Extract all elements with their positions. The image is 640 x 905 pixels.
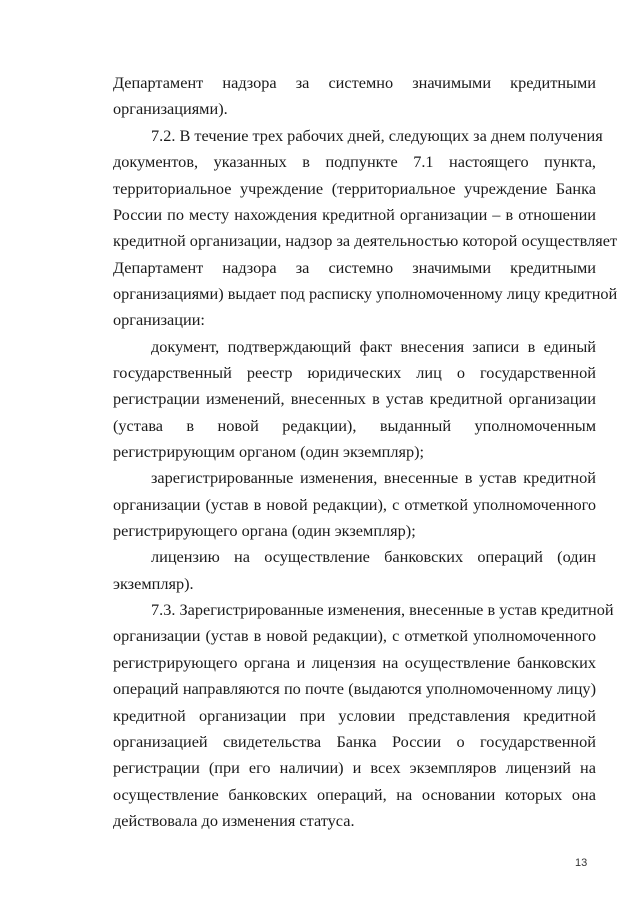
text-line: регистрирующим органом (один экземпляр); (113, 442, 425, 461)
text-line: организации (устав в новой редакции), с отметкой уполномоченного (113, 495, 596, 514)
text-line: документ, подтверждающий факт внесения записи в единый (151, 337, 596, 356)
text-line: зарегистрированные изменения, внесенные в устав кредитной (151, 468, 596, 487)
text-line: государственный реестр юридических лиц о государственной (113, 363, 596, 382)
text-line: кредитной организации при условии представления кредитной (113, 706, 596, 725)
text-line: действовала до изменения статуса. (113, 811, 355, 830)
text-line: организации: (113, 310, 205, 329)
text-line: организации (устав в новой редакции), с отметкой уполномоченного (113, 626, 596, 645)
text-line: регистрации изменений, внесенных в устав кредитной организации (113, 389, 596, 408)
text-line: операций направляются по почте (выдаются уполномоченному лицу) (113, 679, 596, 698)
text-line: (устава в новой редакции), выданный уполномоченным (113, 416, 596, 435)
text-line: осуществление банковских операций, на основании которых она (113, 785, 596, 804)
text-line: Департамент надзора за системно значимыми кредитными (113, 258, 596, 277)
text-line: регистрирующего органа (один экземпляр); (113, 521, 416, 540)
text-line: кредитной организации, надзор за деятельностью которой осуществляет (113, 231, 618, 250)
text-line: регистрации (при его наличии) и всех экземпляров лицензий на (113, 758, 596, 777)
text-line: 7.2. В течение трех рабочих дней, следующих за днем получения (151, 126, 603, 145)
text-line: России по месту нахождения кредитной организации – в отношении (113, 205, 596, 224)
text-line: лицензию на осуществление банковских операций (один (151, 547, 596, 566)
text-line: 7.3. Зарегистрированные изменения, внесенные в устав кредитной (151, 600, 614, 619)
text-line: организациями) выдает под расписку уполномоченному лицу кредитной (113, 284, 618, 303)
text-line: территориальное учреждение (территориальное учреждение Банка (113, 179, 596, 198)
page-number: 13 (575, 857, 588, 869)
text-line: организацией свидетельства Банка России о государственной (113, 732, 596, 751)
text-line: экземпляр). (113, 574, 194, 593)
text-line: регистрирующего органа и лицензия на осуществление банковских (113, 653, 596, 672)
text-line: Департамент надзора за системно значимыми кредитными (113, 73, 596, 92)
text-line: организациями). (113, 99, 228, 118)
text-line: документов, указанных в подпункте 7.1 настоящего пункта, (113, 152, 596, 171)
